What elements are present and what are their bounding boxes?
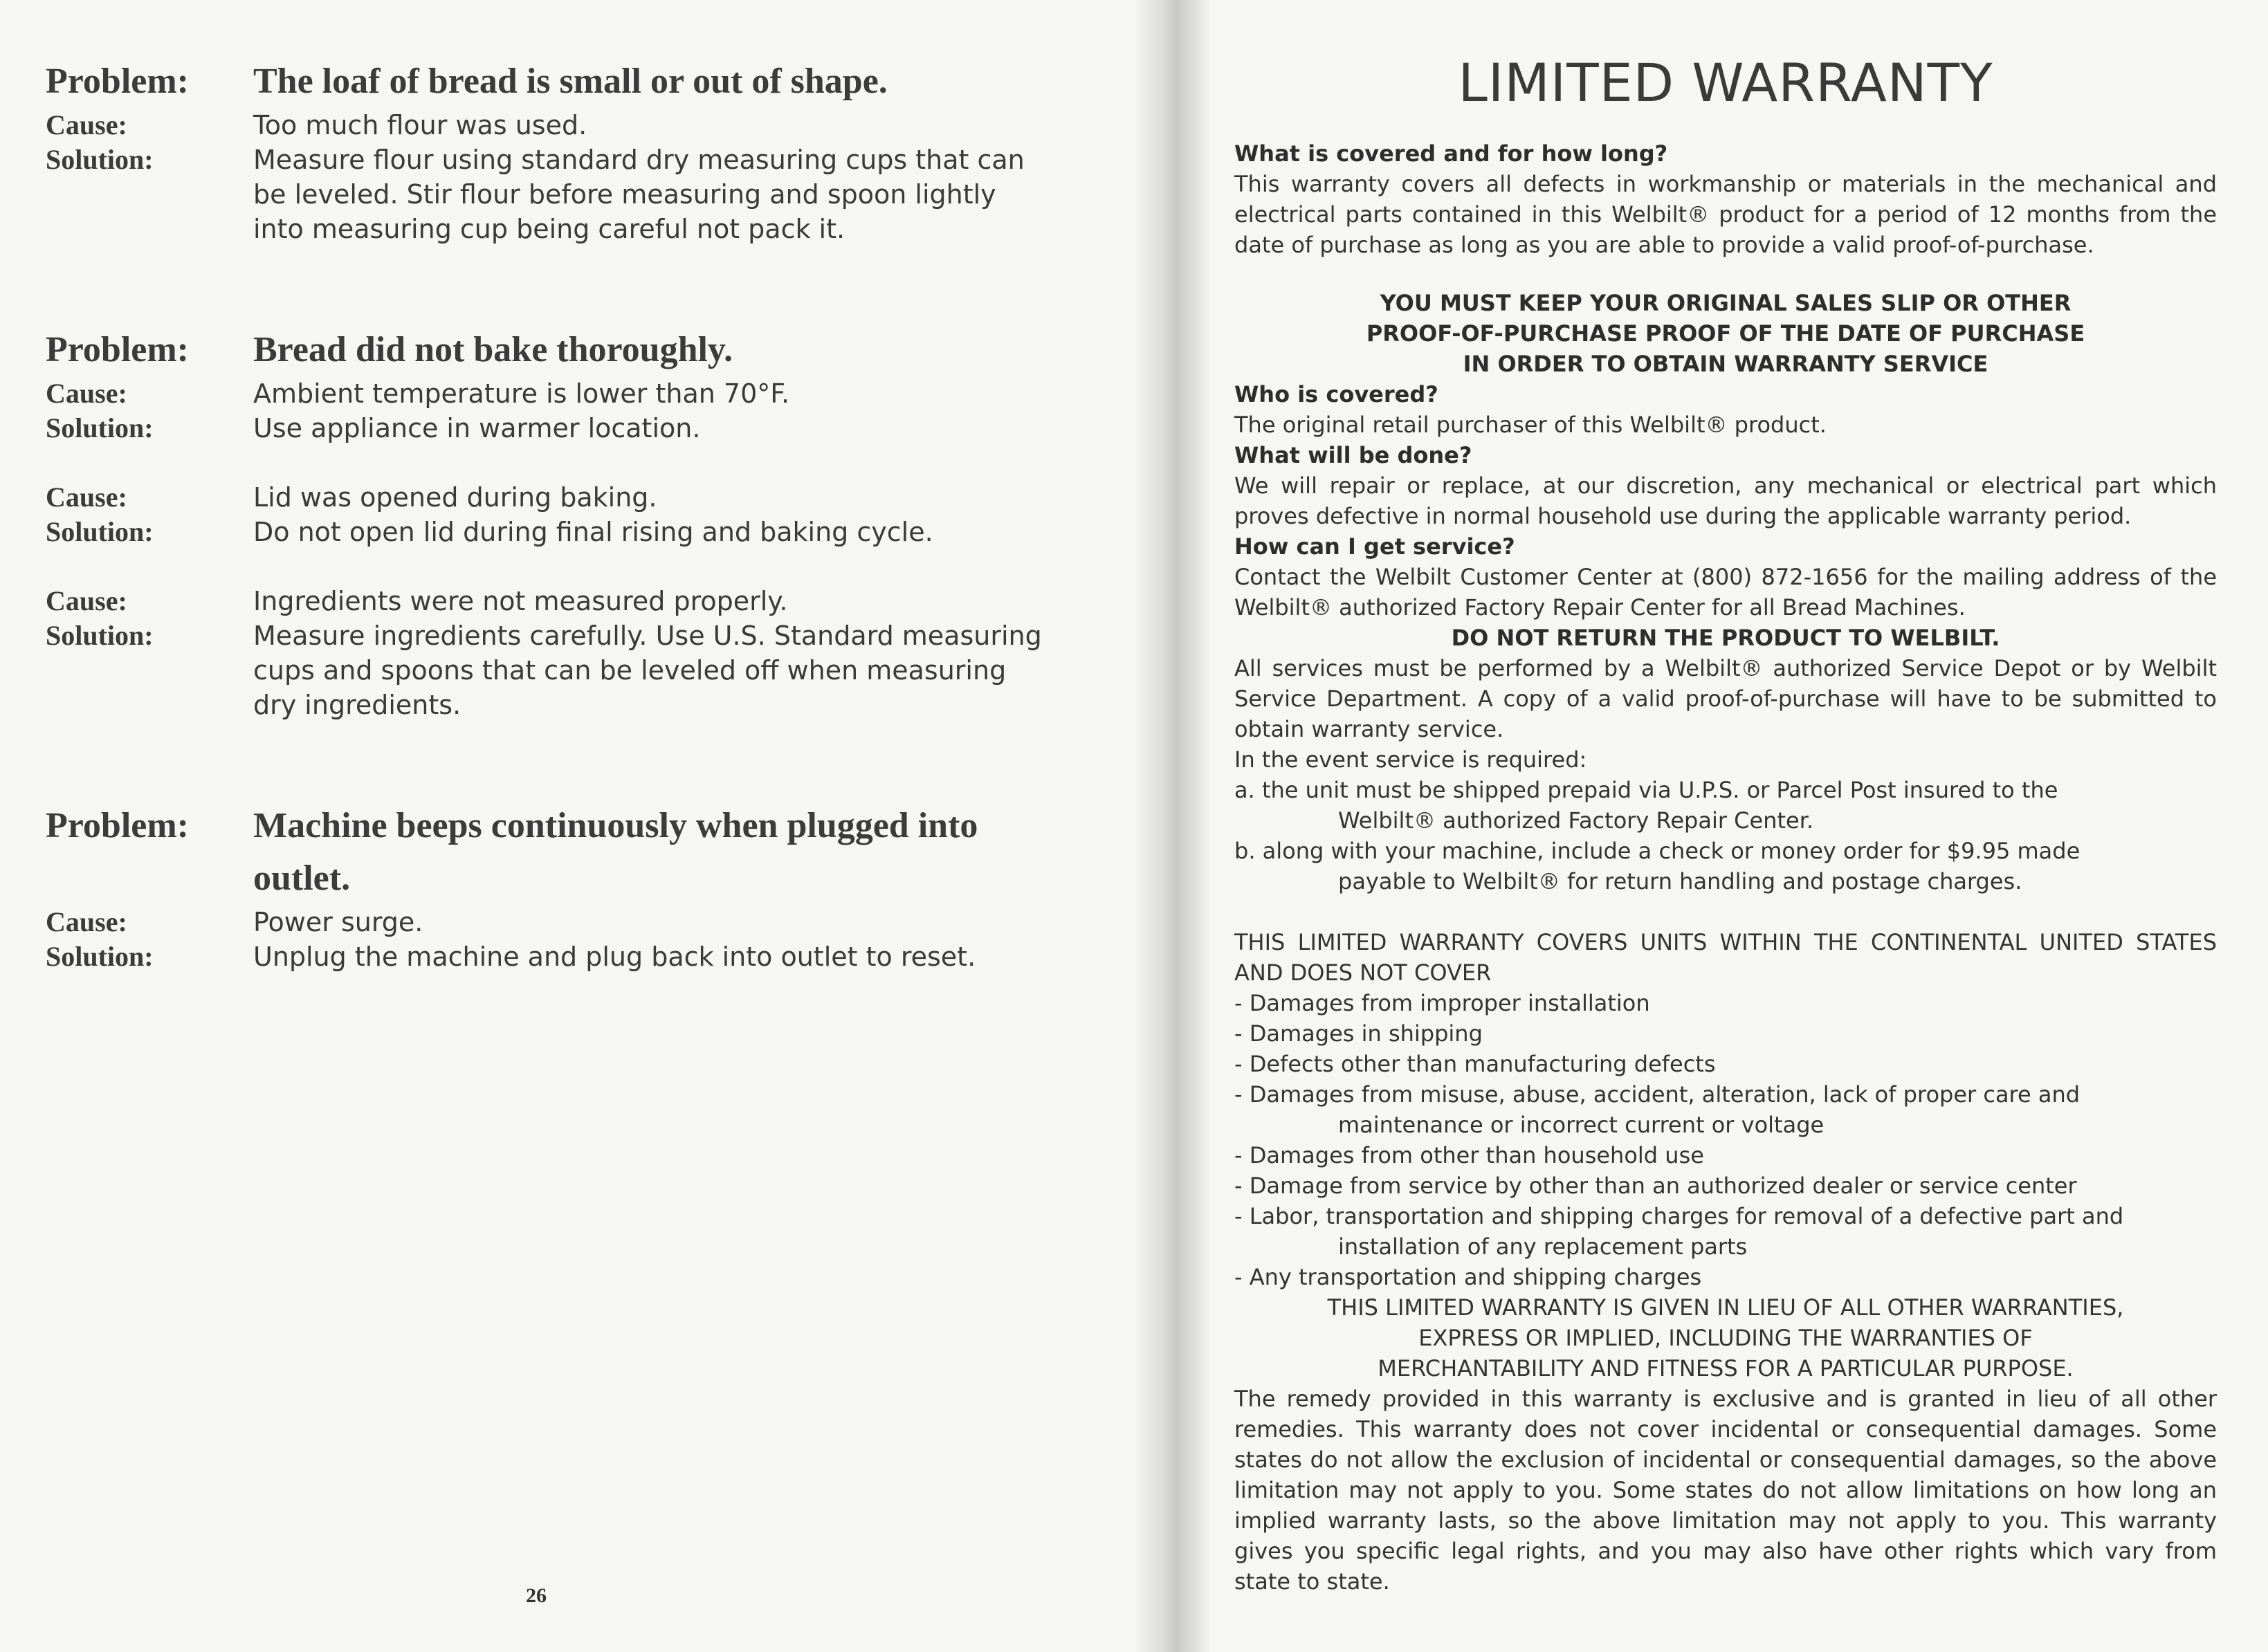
solution-text: Measure ingredients carefully. Use U.S. Standard measuring cups and spoons that can be leveled off when measuring dry ingredients. bbox=[253, 621, 1042, 720]
cause-label: Cause: bbox=[46, 481, 127, 513]
item-b-line: b. along with your machine, include a check or money order for $9.95 made bbox=[1234, 838, 2080, 864]
binding-gutter bbox=[1135, 0, 1211, 1652]
event-text: In the event service is required: bbox=[1234, 746, 1587, 773]
item-b-line: payable to Welbilt® for return handling and postage charges. bbox=[1338, 868, 2022, 894]
problem-block-beeping bbox=[46, 800, 1083, 974]
cause-text: Ingredients were not measured properly. bbox=[253, 586, 788, 616]
solution-label: Solution: bbox=[46, 941, 154, 972]
notice-line: YOU MUST KEEP YOUR ORIGINAL SALES SLIP OR OTHER bbox=[1380, 290, 2072, 316]
exclusion-item: - Damages from other than household use bbox=[1234, 1142, 1704, 1168]
covered-question: What is covered and for how long? bbox=[1234, 140, 1668, 167]
problem-label: Problem: bbox=[46, 62, 189, 101]
exclusion-item: - Defects other than manufacturing defects bbox=[1234, 1051, 1716, 1077]
do-not-return-notice: DO NOT RETURN THE PRODUCT TO WELBILT. bbox=[1451, 625, 2000, 651]
warranty-section bbox=[1234, 48, 2217, 1597]
warranty-title: LIMITED WARRANTY bbox=[1458, 52, 1993, 113]
who-answer: The original retail purchaser of this Welbilt® product. bbox=[1234, 412, 1827, 438]
remedy-text: The remedy provided in this warranty is exclusive and is granted in lieu of all other remedies. This warranty does not cover incidental or consequential damages. Some states do not allow the exclusion of incidental or consequential damages, so the above limitation may not apply to you. Some states do not allow limitations on how long an implied warranty lasts, so the above limitation may not apply to you. This warranty gives you specific legal rights, and you may also have other rights which vary from state to state. bbox=[1234, 1386, 2217, 1595]
cause-text: Ambient temperature is lower than 70°F. bbox=[253, 378, 790, 409]
solution-label: Solution: bbox=[46, 516, 154, 547]
item-a-line: a. the unit must be shipped prepaid via U.P.S. or Parcel Post insured to the bbox=[1234, 777, 2058, 803]
exclusion-item: - Damages in shipping bbox=[1234, 1020, 1483, 1047]
problem-title: Bread did not bake thoroughly. bbox=[253, 330, 733, 369]
what-question: What will be done? bbox=[1234, 442, 1472, 468]
lieu-line: MERCHANTABILITY AND FITNESS FOR A PARTICULAR PURPOSE. bbox=[1378, 1355, 2074, 1382]
cause-label: Cause: bbox=[46, 906, 127, 937]
solution-label: Solution: bbox=[46, 412, 154, 443]
exclusion-item: - Damages from improper installation bbox=[1234, 990, 1650, 1016]
notice-line: IN ORDER TO OBTAIN WARRANTY SERVICE bbox=[1463, 351, 1988, 377]
service-question: How can I get service? bbox=[1234, 533, 1515, 560]
who-question: Who is covered? bbox=[1234, 381, 1438, 407]
problem-title: The loaf of bread is small or out of shape. bbox=[253, 62, 888, 101]
cause-text: Too much flour was used. bbox=[253, 110, 587, 140]
exclusion-item-continued: installation of any replacement parts bbox=[1338, 1233, 1748, 1260]
what-answer: We will repair or replace, at our discretion, any mechanical or electrical part which proves defective in normal household use during the applicable warranty period. bbox=[1234, 472, 2217, 529]
problem-label: Problem: bbox=[46, 330, 189, 369]
solution-text: Measure flour using standard dry measuring cups that can be leveled. Stir flour before measuring and spoon lightly into measuring cup being careful not pack it. bbox=[253, 145, 1025, 244]
problem-block-not-baked bbox=[46, 324, 1083, 722]
cause-label: Cause: bbox=[46, 378, 127, 409]
problem-block-small-loaf bbox=[46, 55, 1083, 246]
cause-text: Power surge. bbox=[253, 907, 423, 937]
exclusion-item: - Any transportation and shipping charges bbox=[1234, 1264, 1702, 1290]
page-number: 26 bbox=[526, 1584, 547, 1607]
solution-label: Solution: bbox=[46, 144, 154, 175]
solution-label: Solution: bbox=[46, 620, 154, 651]
coverage-text: THIS LIMITED WARRANTY COVERS UNITS WITHIN THE CONTINENTAL UNITED STATES AND DOES NOT COVER bbox=[1234, 929, 2217, 986]
covered-answer: This warranty covers all defects in workmanship or materials in the mechanical and electrical parts contained in this Welbilt® product for a period of 12 months from the date of purchase as long as you are able to provide a valid proof-of-purchase. bbox=[1234, 171, 2217, 258]
cause-label: Cause: bbox=[46, 585, 127, 616]
exclusion-item: - Damage from service by other than an authorized dealer or service center bbox=[1234, 1173, 2077, 1199]
cause-label: Cause: bbox=[46, 109, 127, 140]
exclusion-item: - Damages from misuse, abuse, accident, alteration, lack of proper care and bbox=[1234, 1081, 2080, 1108]
notice-line: PROOF-OF-PURCHASE PROOF OF THE DATE OF PURCHASE bbox=[1366, 320, 2085, 347]
cause-text: Lid was opened during baking. bbox=[253, 482, 657, 513]
exclusions-list bbox=[1234, 988, 2217, 1292]
proof-of-purchase-notice bbox=[1234, 288, 2217, 379]
lieu-line: THIS LIMITED WARRANTY IS GIVEN IN LIEU OF ALL OTHER WARRANTIES, bbox=[1327, 1294, 2124, 1321]
solution-text: Unplug the machine and plug back into outlet to reset. bbox=[253, 942, 976, 972]
services-text: All services must be performed by a Welbilt® authorized Service Depot or by Welbilt Service Department. A copy of a valid proof-of-purchase will have to be submitted to obtain warranty service. bbox=[1234, 655, 2217, 742]
service-answer: Contact the Welbilt Customer Center at (800) 872-1656 for the mailing address of the Welbilt® authorized Factory Repair Center for all Bread Machines. bbox=[1234, 564, 2217, 621]
exclusion-item-continued: maintenance or incorrect current or voltage bbox=[1338, 1112, 1825, 1138]
problem-title: Machine beeps continuously when plugged into outlet. bbox=[253, 806, 978, 898]
exclusion-item: - Labor, transportation and shipping charges for removal of a defective part and bbox=[1234, 1203, 2124, 1229]
troubleshooting-section bbox=[46, 55, 1083, 1017]
item-a-line: Welbilt® authorized Factory Repair Center. bbox=[1338, 807, 1814, 834]
problem-label: Problem: bbox=[46, 806, 189, 845]
lieu-line: EXPRESS OR IMPLIED, INCLUDING THE WARRANTIES OF bbox=[1418, 1325, 2033, 1351]
solution-text: Do not open lid during final rising and baking cycle. bbox=[253, 517, 933, 547]
solution-text: Use appliance in warmer location. bbox=[253, 413, 701, 443]
